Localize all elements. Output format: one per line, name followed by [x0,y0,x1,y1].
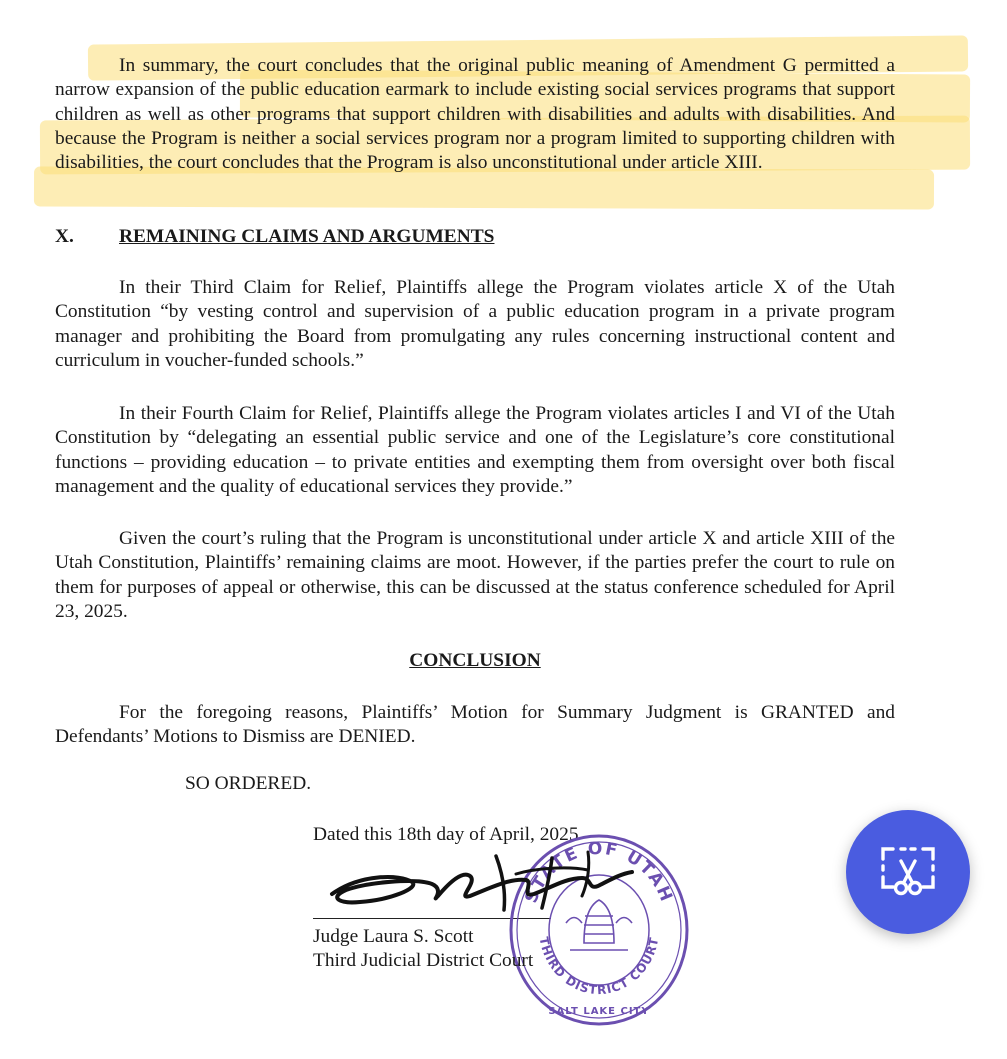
judge-court: Third Judicial District Court [313,950,534,971]
section-number: X. [55,226,74,247]
summary-paragraph: In summary, the court concludes that the original public meaning of Amendment G permitted a narrow expansion of the public education earmark to include existing social services programs that support children as well as other programs that support children with disabilities and adults with disabilities. And because the Program is neither a social services program nor a program limited to supporting children with disabilities, the court concludes that the Program is also unconstitutional under article XIII. [55,55,895,174]
svg-text:SALT LAKE CITY: SALT LAKE CITY [548,1006,650,1017]
judge-signature [320,848,660,923]
dated-line: Dated this 18th day of April, 2025 [313,824,579,845]
svg-text:THIRD DISTRICT COURT: THIRD DISTRICT COURT [536,935,662,998]
conclusion-paragraph: For the foregoing reasons, Plaintiffs’ Motion for Summary Judgment is GRANTED and Defendants’ Motions to Dismiss are DENIED. [55,702,895,748]
third-claim-paragraph: In their Third Claim for Relief, Plaintiffs allege the Program violates article X of the Utah Constitution “by vesting control and supervision of a public education program in a private program manager and prohibiting the Board from promulgating any rules concerning instructional content and curriculum in voucher-funded schools.” [55,277,895,371]
so-ordered-text: SO ORDERED. [185,773,312,794]
ruling-paragraph: Given the court’s ruling that the Program is unconstitutional under article X and article XIII of the Utah Constitution, Plaintiffs’ remaining claims are moot. However, if the parties prefer the court to rule on them for purposes of appeal or otherwise, this can be discussed at the status conference scheduled for April 23, 2025. [55,528,895,622]
screenshot-crop-scissors-icon [879,843,937,901]
section-heading [55,226,494,248]
screenshot-crop-button[interactable] [846,810,970,934]
section-title: REMAINING CLAIMS AND ARGUMENTS [119,226,495,247]
conclusion-heading: CONCLUSION [409,650,541,671]
fourth-claim-paragraph: In their Fourth Claim for Relief, Plaintiffs allege the Program violates articles I and VI of the Utah Constitution by “delegating an essential public service and one of the Legislature’s core constitutional functions – providing education – to private entities and exempting them from oversight over both fiscal management and the quality of educational services they provide.” [55,403,895,497]
judge-name: Judge Laura S. Scott [313,926,474,947]
svg-text:STATE OF UTAH: STATE OF UTAH [521,838,677,907]
